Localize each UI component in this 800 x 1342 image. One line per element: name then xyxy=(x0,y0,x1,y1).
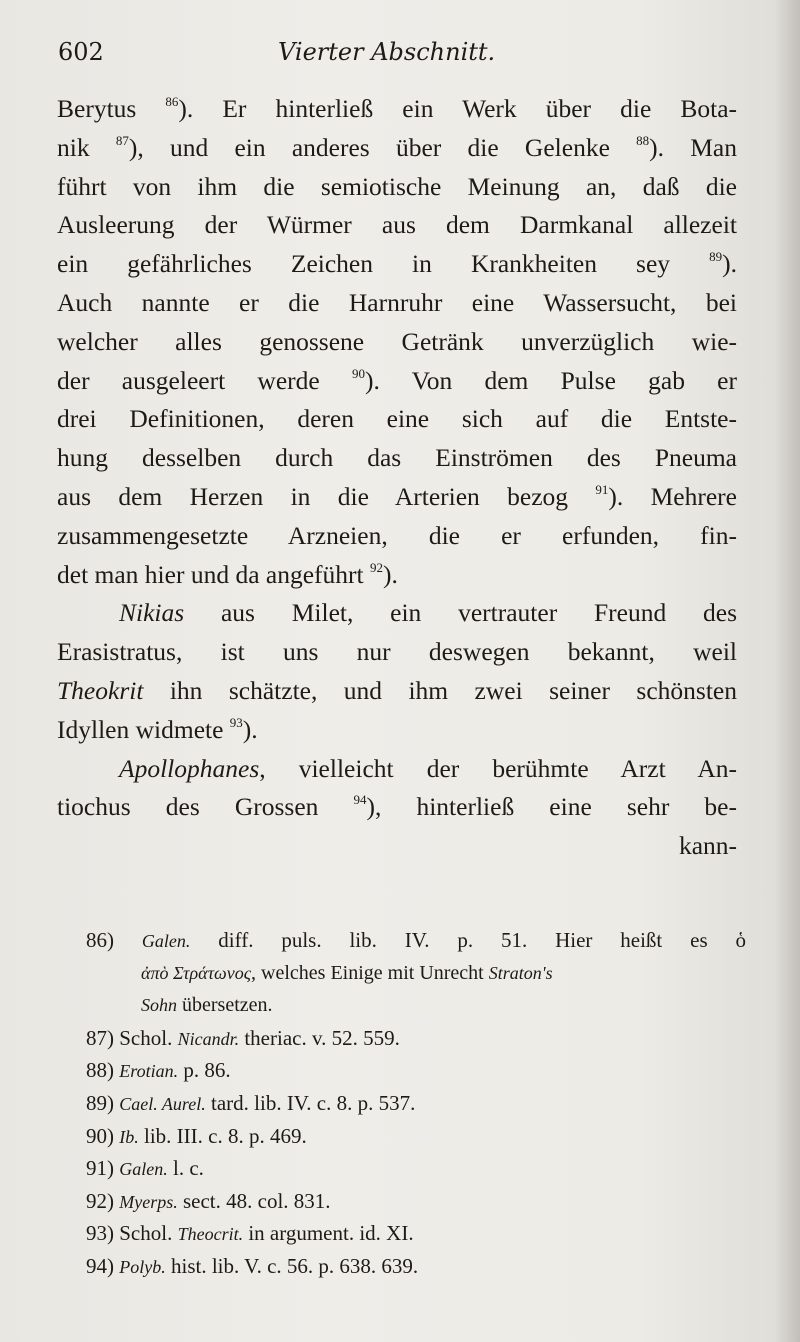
italic-text: Polyb. xyxy=(119,1256,166,1277)
text-run: in argument. id. XI. xyxy=(243,1221,414,1246)
text-run: lib. III. c. 8. p. 469. xyxy=(138,1123,307,1148)
footnote-line xyxy=(86,1217,746,1250)
text-run: 87) Schol. xyxy=(86,1025,178,1050)
italic-text: ἀπὸ Στράτωνος xyxy=(141,962,252,983)
text-run: ), und ein anderes über die Gelenke xyxy=(128,132,637,162)
text-line xyxy=(57,633,737,672)
page-number: 602 xyxy=(58,38,104,66)
text-line xyxy=(57,362,737,401)
catchword xyxy=(57,827,737,866)
text-line xyxy=(57,594,737,633)
footnote-line xyxy=(86,1087,746,1120)
italic-text: Erotian. xyxy=(119,1061,179,1082)
footnote-ref: 92 xyxy=(369,559,383,575)
text-run: kann- xyxy=(678,831,737,861)
text-run: ). Von dem Pulse gab er xyxy=(364,365,737,395)
footnote-line xyxy=(86,1022,746,1055)
text-run: p. 86. xyxy=(178,1058,231,1083)
text-run: hung desselben durch das Einströmen des Pneuma xyxy=(57,443,737,473)
text-run: Ausleerung der Würmer aus dem Darmkanal allezeit xyxy=(57,210,737,240)
text-run: 94) xyxy=(86,1253,120,1278)
text-line xyxy=(57,90,737,129)
text-line xyxy=(57,788,737,827)
text-run: Berytus xyxy=(57,94,166,123)
text-run: ). xyxy=(722,249,737,279)
text-run: zusammengesetzte Arzneien, die er erfunden, fin- xyxy=(57,520,737,550)
text-run: ). xyxy=(242,714,258,744)
text-run: ). xyxy=(382,559,398,589)
text-run: drei Definitionen, deren eine sich auf die Entste- xyxy=(57,404,737,434)
text-run: 88) xyxy=(86,1058,120,1083)
text-run: ), hinterließ eine sehr be- xyxy=(366,792,737,822)
running-title: Vierter Abschnitt. xyxy=(278,38,496,66)
italic-text: Sohn xyxy=(141,995,177,1016)
footnote-ref: 94 xyxy=(353,792,367,808)
text-run: aus dem Herzen in die Arterien bezog xyxy=(57,481,596,511)
text-run: , welches Einige mit Unrecht xyxy=(251,961,489,984)
italic-text: Apollophanes xyxy=(119,753,260,783)
text-run: ). Man xyxy=(649,132,737,162)
text-run: übersetzen. xyxy=(177,994,273,1017)
text-line xyxy=(57,439,737,478)
text-line xyxy=(57,206,737,245)
italic-text: Straton's xyxy=(488,962,553,983)
text-run: aus Milet, ein vertrauter Freund des xyxy=(184,598,737,628)
footnotes xyxy=(86,924,746,1283)
text-line xyxy=(57,168,737,207)
text-run: ). Mehrere xyxy=(608,481,737,511)
italic-text: Ib. xyxy=(119,1126,139,1147)
text-line xyxy=(57,556,737,595)
text-line xyxy=(57,129,737,168)
footnote-ref: 91 xyxy=(595,481,609,497)
footnote-line xyxy=(86,1152,746,1185)
text-run: 89) xyxy=(86,1090,120,1115)
text-run: det man hier und da angeführt xyxy=(57,559,370,589)
text-run: tiochus des Grossen xyxy=(57,792,354,822)
text-line xyxy=(57,672,737,711)
text-run: ihn schätzte, und ihm zwei seiner schönsten xyxy=(143,675,737,705)
text-run: 93) Schol. xyxy=(86,1221,178,1246)
italic-text: Cael. Aurel. xyxy=(119,1093,206,1114)
text-run: diff. puls. lib. IV. p. 51. Hier heißt es ὁ xyxy=(190,928,746,952)
footnote-line xyxy=(86,1185,746,1218)
text-line xyxy=(57,284,737,323)
footnote-line xyxy=(86,957,746,990)
text-run: Erasistratus, ist uns nur deswegen bekannt, weil xyxy=(57,637,737,667)
italic-text: Nikias xyxy=(119,598,185,628)
text-run: 86) xyxy=(86,928,142,952)
text-line xyxy=(57,517,737,556)
italic-text: Galen. xyxy=(141,931,191,951)
page-header xyxy=(58,38,748,78)
footnote-ref: 90 xyxy=(351,365,365,381)
text-run: Idyllen widmete xyxy=(57,714,230,744)
text-run: Auch nannte er die Harnruhr eine Wassersucht, bei xyxy=(57,287,737,317)
text-line xyxy=(57,750,737,789)
italic-text: Theocrit. xyxy=(177,1224,244,1245)
page-spine-shadow xyxy=(774,0,800,1342)
text-run: hist. lib. V. c. 56. p. 638. 639. xyxy=(165,1253,419,1278)
footnote-ref: 93 xyxy=(229,714,243,730)
footnote-line xyxy=(86,924,746,957)
text-run: tard. lib. IV. c. 8. p. 537. xyxy=(205,1090,416,1115)
footnote-line xyxy=(86,989,746,1022)
footnote-ref: 88 xyxy=(636,132,650,148)
text-line xyxy=(57,478,737,517)
text-run: führt von ihm die semiotische Meinung an, daß die xyxy=(57,171,737,201)
footnote-line xyxy=(86,1054,746,1087)
italic-text: Galen. xyxy=(119,1159,168,1180)
footnote-line xyxy=(86,1120,746,1153)
main-text xyxy=(57,90,737,866)
footnote-ref: 87 xyxy=(115,132,129,148)
text-run: 92) xyxy=(86,1188,120,1213)
text-run: sect. 48. col. 831. xyxy=(177,1188,331,1213)
text-line xyxy=(57,245,737,284)
text-run: ein gefährliches Zeichen in Krankheiten sey xyxy=(57,249,710,279)
text-run: ). Er hinterließ ein Werk über die Bota- xyxy=(178,94,737,123)
text-line xyxy=(57,400,737,439)
text-run: der ausgeleert werde xyxy=(57,365,352,395)
text-run: welcher alles genossene Getränk unverzüglich wie- xyxy=(57,326,737,356)
italic-text: Myerps. xyxy=(119,1191,178,1212)
footnote-ref: 89 xyxy=(709,249,723,265)
italic-text: Theokrit xyxy=(57,675,144,705)
text-run: 91) xyxy=(86,1156,120,1181)
text-run: theriac. v. 52. 559. xyxy=(239,1025,400,1050)
text-run: l. c. xyxy=(167,1156,204,1181)
text-run: , vielleicht der berühmte Arzt An- xyxy=(259,753,737,783)
footnote-line xyxy=(86,1250,746,1283)
italic-text: Nicandr. xyxy=(177,1028,240,1049)
footnote-ref: 86 xyxy=(165,94,179,109)
text-line xyxy=(57,711,737,750)
text-run: nik xyxy=(57,132,116,162)
text-run: 90) xyxy=(86,1123,120,1148)
text-line xyxy=(57,323,737,362)
